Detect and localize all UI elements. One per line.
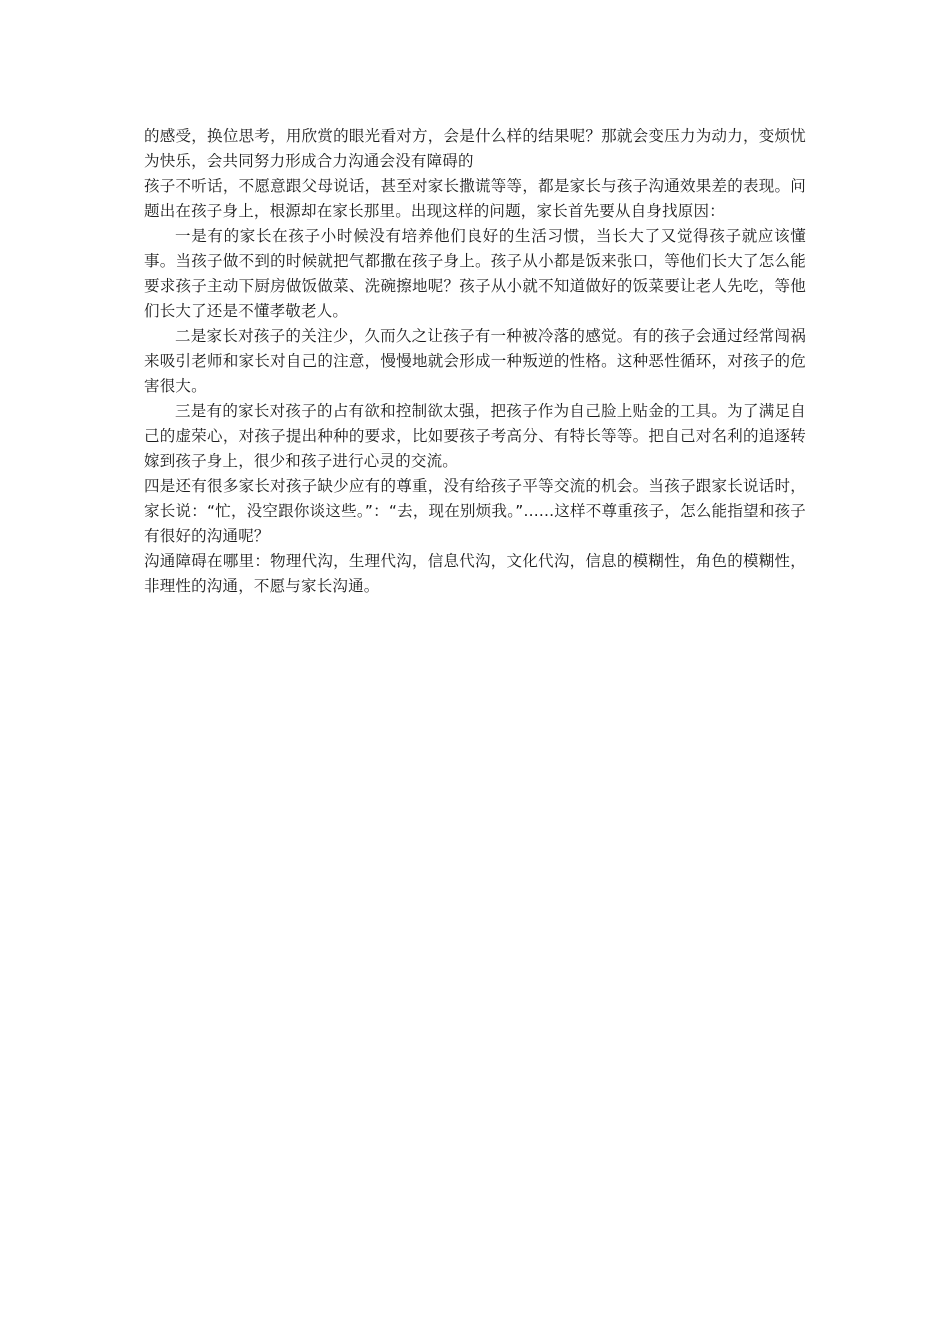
- paragraph-2: 孩子不听话，不愿意跟父母说话，甚至对家长撒谎等等，都是家长与孩子沟通效果差的表现。问题出在孩子身上，根源却在家长那里。出现这样的问题，家长首先要从自身找原因：: [144, 177, 806, 220]
- paragraph-4: 二是家长对孩子的关注少，久而久之让孩子有一种被冷落的感觉。有的孩子会通过经常闯祸来吸引老师和家长对自己的注意，慢慢地就会形成一种叛逆的性格。这种恶性循环，对孩子的危害很大。: [144, 327, 806, 395]
- paragraph-3: 一是有的家长在孩子小时候没有培养他们良好的生活习惯，当长大了又觉得孩子就应该懂事。当孩子做不到的时候就把气都撒在孩子身上。孩子从小都是饭来张口，等他们长大了怎么能要求孩子主动下厨房做饭做菜、洗碗擦地呢？孩子从小就不知道做好的饭菜要让老人先吃，等他们长大了还是不懂孝敬老人。: [144, 227, 806, 320]
- paragraph-5: 三是有的家长对孩子的占有欲和控制欲太强，把孩子作为自己脸上贴金的工具。为了满足自己的虚荣心，对孩子提出种种的要求，比如要孩子考高分、有特长等等。把自己对名利的追逐转嫁到孩子身上，很少和孩子进行心灵的交流。: [144, 402, 806, 470]
- paragraph-1: 的感受，换位思考，用欣赏的眼光看对方，会是什么样的结果呢？那就会变压力为动力，变烦忧为快乐，会共同努力形成合力沟通会没有障碍的: [144, 127, 806, 170]
- paragraph-6: 四是还有很多家长对孩子缺少应有的尊重，没有给孩子平等交流的机会。当孩子跟家长说话时，家长说：“忙，没空跟你谈这些。”：“去，现在别烦我。”......这样不尊重孩子，怎么能指望和孩子有很好的沟通呢？: [144, 477, 806, 545]
- document-body: [144, 124, 806, 599]
- paragraph-7: 沟通障碍在哪里：物理代沟，生理代沟，信息代沟，文化代沟，信息的模糊性，角色的模糊性，非理性的沟通，不愿与家长沟通。: [144, 552, 806, 595]
